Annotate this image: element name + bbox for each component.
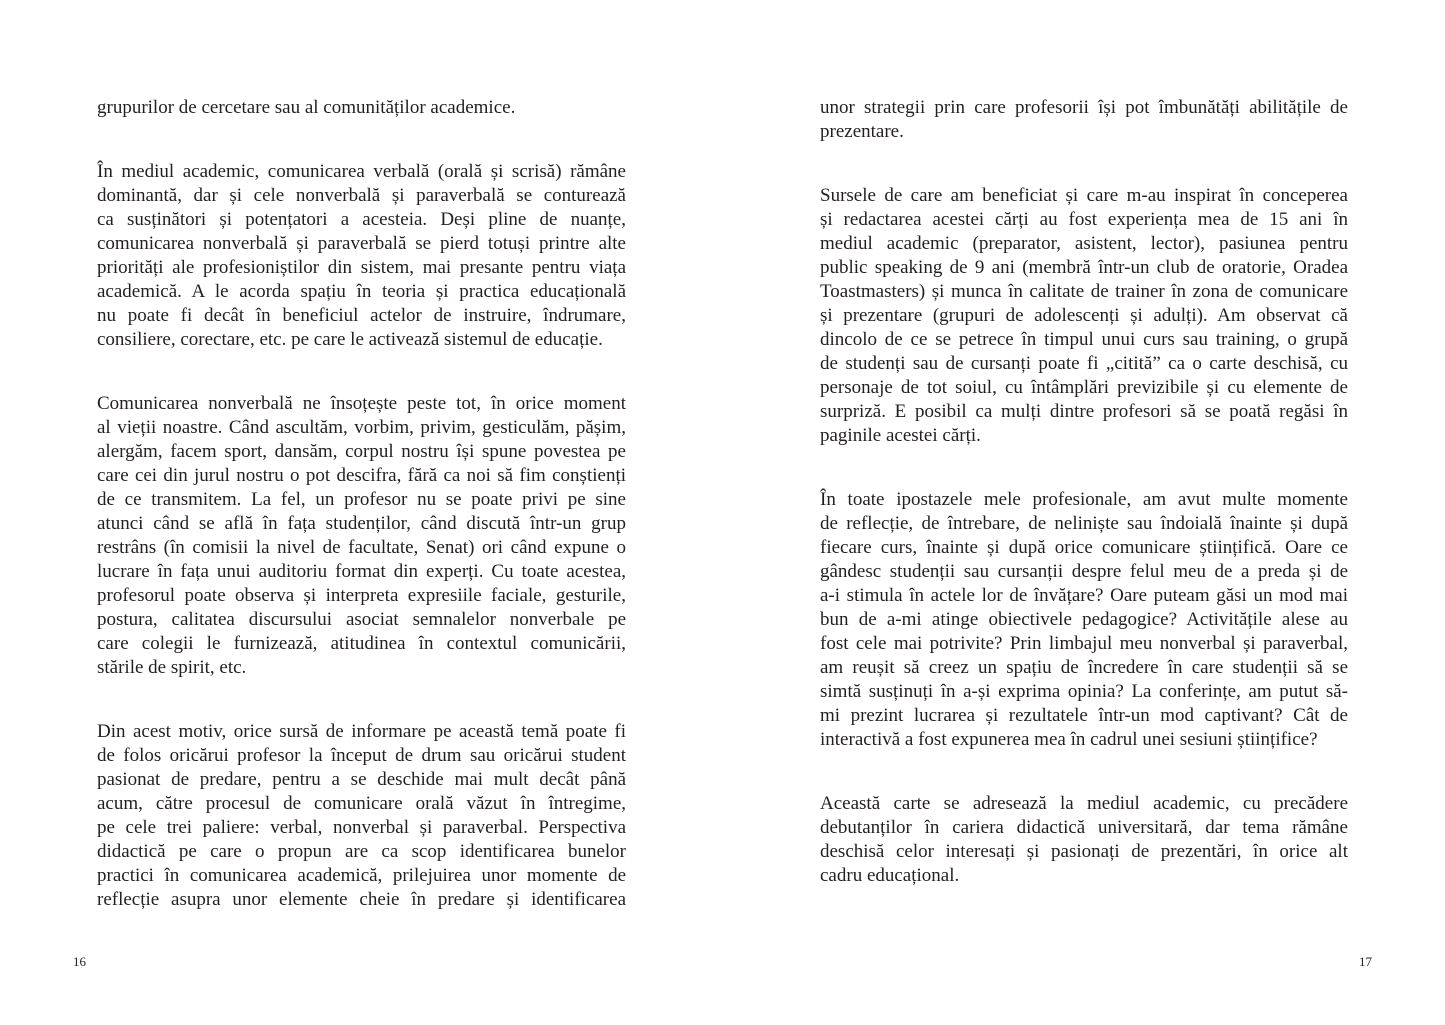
text-line: care colegii le furnizează, atitudinea în contextul comunicării, bbox=[97, 633, 626, 654]
text-line: Comunicarea nonverbală ne însoțește peste tot, în orice moment bbox=[97, 393, 626, 414]
paragraph bbox=[820, 184, 1348, 448]
text-line: deschisă celor interesați și pasionați de prezentări, în orice alt bbox=[820, 841, 1348, 862]
paragraph bbox=[97, 96, 626, 120]
text-line: mediul academic (preparator, asistent, lector), pasiunea pentru bbox=[820, 233, 1348, 254]
paragraph bbox=[820, 96, 1348, 144]
text-line: În mediul academic, comunicarea verbală (orală și scrisă) rămâne bbox=[97, 161, 626, 182]
text-line: simtă susținuți în a-și exprima opinia? La conferințe, am putut să- bbox=[820, 681, 1348, 702]
text-line: pe cele trei paliere: verbal, nonverbal și paraverbal. Perspectiva bbox=[97, 817, 626, 838]
text-line: atunci când se află în fața studenților, când discută într-un grup bbox=[97, 513, 626, 534]
paragraph bbox=[97, 392, 626, 680]
text-line: de reflecție, de întrebare, de neliniște sau îndoială înainte și după bbox=[820, 513, 1348, 534]
text-line: Această carte se adresează la mediul academic, cu precădere bbox=[820, 793, 1348, 814]
text-line: de folos oricărui profesor la început de drum sau oricărui student bbox=[97, 745, 626, 766]
page-number-left: 16 bbox=[73, 954, 86, 969]
text-line: pasionat de predare, pentru a se deschide mai mult decât până bbox=[97, 769, 626, 790]
text-line: didactică pe care o propun are ca scop identificarea bunelor bbox=[97, 841, 626, 862]
text-line: În toate ipostazele mele profesionale, am avut multe momente bbox=[820, 489, 1348, 510]
page-number-right: 17 bbox=[1359, 954, 1372, 969]
text-line: Din acest motiv, orice sursă de informare pe această temă poate fi bbox=[97, 721, 626, 742]
text-line: dominantă, dar și cele nonverbală și paraverbală se conturează bbox=[97, 185, 626, 206]
text-line: nu poate fi decât în beneficiul actelor de instruire, îndrumare, bbox=[97, 305, 626, 326]
text-line: care cei din jurul nostru o pot descifra, fără ca noi să fim conștienți bbox=[97, 465, 626, 486]
text-line: a-i stimula în actele lor de învățare? Oare puteam găsi un mod mai bbox=[820, 585, 1348, 606]
text-line: lucrare în fața unui auditoriu format din experți. Cu toate acestea, bbox=[97, 561, 626, 582]
text-line: reflecție asupra unor elemente cheie în predare și identificarea bbox=[97, 889, 626, 910]
text-line: cadru educațional. bbox=[820, 865, 960, 886]
text-line: debutanților în cariera didactică universitară, dar tema rămâne bbox=[820, 817, 1348, 838]
text-line: dincolo de ce se petrece în timpul unui curs sau training, o grupă bbox=[820, 329, 1348, 350]
text-line: și prezentare (grupuri de adolescenți și adulți). Am observat că bbox=[820, 305, 1348, 326]
text-line: public speaking de 9 ani (membră într-un club de oratorie, Oradea bbox=[820, 257, 1348, 278]
text-line: de ce transmitem. La fel, un profesor nu se poate privi pe sine bbox=[97, 489, 626, 510]
text-line: bun de a-mi atinge obiectivele pedagogice? Activitățile alese au bbox=[820, 609, 1348, 630]
paragraph bbox=[97, 160, 626, 352]
text-line: fost cele mai potrivite? Prin limbajul meu nonverbal și paraverbal, bbox=[820, 633, 1348, 654]
text-line: acum, către procesul de comunicare orală văzut în întregime, bbox=[97, 793, 626, 814]
text-line: surpriză. E posibil ca mulți dintre profesori să se poată regăsi în bbox=[820, 401, 1348, 422]
text-line: restrâns (în comisii la nivel de facultate, Senat) ori când expune o bbox=[97, 537, 626, 558]
text-line: postura, calitatea discursului asociat semnalelor nonverbale pe bbox=[97, 609, 626, 630]
text-line: stările de spirit, etc. bbox=[97, 657, 247, 678]
text-line: al vieții noastre. Când ascultăm, vorbim, privim, gesticulăm, pășim, bbox=[97, 417, 626, 438]
text-line: priorități ale profesioniștilor din sistem, mai presante pentru viața bbox=[97, 257, 626, 278]
text-line: academică. A le acorda spațiu în teoria și practica educațională bbox=[97, 281, 626, 302]
text-line: consiliere, corectare, etc. pe care le activează sistemul de educație. bbox=[97, 329, 603, 350]
text-line: prezentare. bbox=[820, 121, 904, 142]
text-line: de studenți sau de cursanți poate fi „citită” ca o carte deschisă, cu bbox=[820, 353, 1348, 374]
text-line: practici în comunicarea academică, prilejuirea unor momente de bbox=[97, 865, 626, 886]
text-line: personaje de tot soiul, cu întâmplări previzibile și cu elemente de bbox=[820, 377, 1348, 398]
text-line: am reușit să creez un spațiu de încredere în care studenții să se bbox=[820, 657, 1348, 678]
text-line: profesorul poate observa și interpreta expresiile faciale, gesturile, bbox=[97, 585, 626, 606]
text-line: comunicarea nonverbală și paraverbală se pierd totuși printre alte bbox=[97, 233, 626, 254]
page-left bbox=[0, 0, 722, 1025]
text-line: gândesc studenții sau cursanții despre felul meu de a preda și de bbox=[820, 561, 1348, 582]
paragraph bbox=[97, 720, 626, 912]
text-line: și redactarea acestei cărți au fost experiența mea de 15 ani în bbox=[820, 209, 1348, 230]
text-line: Sursele de care am beneficiat și care m-au inspirat în conceperea bbox=[820, 185, 1348, 206]
text-line: Toastmasters) și munca în calitate de trainer în zona de comunicare bbox=[820, 281, 1348, 302]
text-line: paginile acestei cărți. bbox=[820, 425, 981, 446]
page-left-text bbox=[97, 96, 626, 952]
page-right bbox=[722, 0, 1445, 1025]
text-line: fiecare curs, înainte și după orice comunicare științifică. Oare ce bbox=[820, 537, 1348, 558]
text-line: interactivă a fost expunerea mea în cadrul unei sesiuni științifice? bbox=[820, 729, 1318, 750]
page-right-text bbox=[820, 96, 1348, 928]
text-line: unor strategii prin care profesorii își pot îmbunătăți abilitățile de bbox=[820, 97, 1348, 118]
paragraph bbox=[820, 488, 1348, 752]
text-line: ca susținători și potențatori a acesteia. Deși pline de nuanțe, bbox=[97, 209, 626, 230]
text-line: mi prezint lucrarea și rezultatele într-un mod captivant? Cât de bbox=[820, 705, 1348, 726]
paragraph bbox=[820, 792, 1348, 888]
text-line: grupurilor de cercetare sau al comunităților academice. bbox=[97, 97, 516, 118]
text-line: alergăm, facem sport, dansăm, corpul nostru își spune povestea pe bbox=[97, 441, 626, 462]
